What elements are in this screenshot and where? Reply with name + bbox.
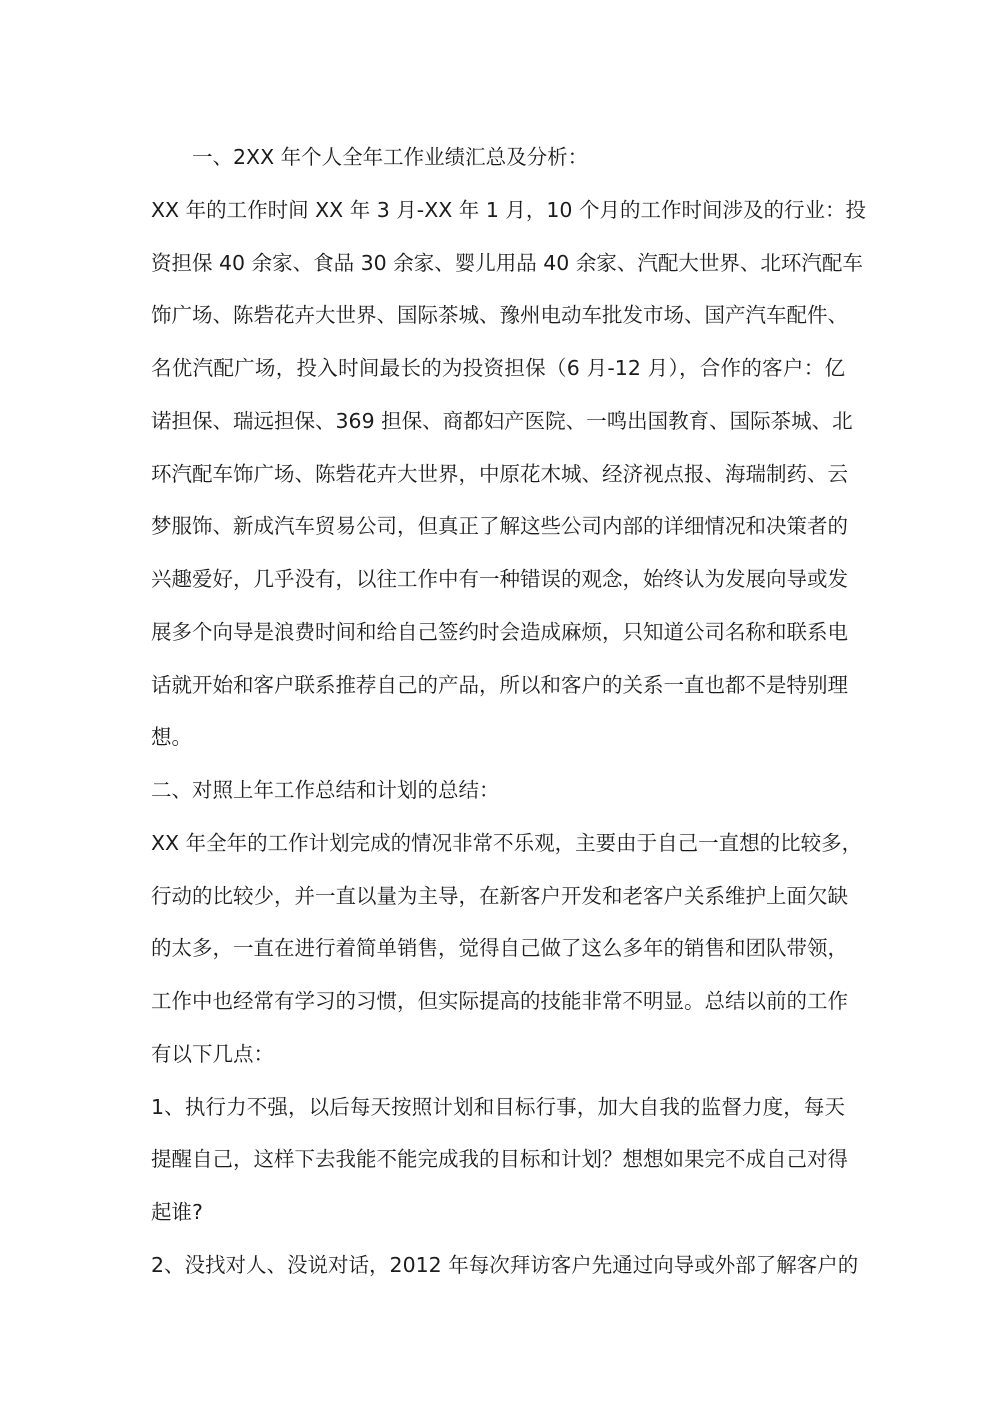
text-line: 诺担保、瑞远担保、369 担保、商都妇产医院、一鸣出国教育、国际茶城、北 [151,408,853,433]
section-heading-1: 一、2XX 年个人全年工作业绩汇总及分析： [192,145,589,169]
text-line: 兴趣爱好，几乎没有，以往工作中有一种错误的观念，始终认为发展向导或发 [151,567,848,591]
text-line: 梦服饰、新成汽车贸易公司，但真正了解这些公司内部的详细情况和决策者的 [151,514,848,539]
text-line: XX 年的工作时间 XX 年 3 月-XX 年 1 月，10 个月的工作时间涉及的行业：投 [151,197,866,222]
text-line: 工作中也经常有学习的习惯，但实际提高的技能非常不明显。总结以前的工作 [151,989,848,1013]
document-text-block [151,131,866,1292]
text-line: 行动的比较少，并一直以量为主导，在新客户开发和老客户关系维护上面欠缺 [151,883,848,908]
paragraph-end-line: 想。 [151,725,192,750]
text-line: XX 年全年的工作计划完成的情况非常不乐观，主要由于自己一直想的比较多， [151,830,863,855]
text-line: 展多个向导是浪费时间和给自己签约时会造成麻烦，只知道公司名称和联系电 [151,619,848,644]
text-line: 提醒自己，这样下去我能不能完成我的目标和计划？想想如果完不成自己对得 [151,1147,848,1172]
text-line: 名优汽配广场，投入时间最长的为投资担保（6 月-12 月），合作的客户：亿 [151,356,845,380]
section-heading-2: 二、对照上年工作总结和计划的总结： [151,778,500,802]
list-item-2-line: 2、没找对人、没说对话，2012 年每次拜访客户先通过向导或外部了解客户的 [151,1252,859,1277]
text-line: 话就开始和客户联系推荐自己的产品，所以和客户的关系一直也都不是特别理 [151,672,848,697]
text-line: 环汽配车饰广场、陈砦花卉大世界，中原花木城、经济视点报、海瑞制药、云 [151,461,848,486]
text-line: 的太多，一直在进行着简单销售，觉得自己做了这么多年的销售和团队带领， [151,936,848,961]
list-item-1-line: 1、执行力不强，以后每天按照计划和目标行事，加大自我的监督力度，每天 [151,1094,845,1119]
text-line: 饰广场、陈砦花卉大世界、国际茶城、豫州电动车批发市场、国产汽车配件、 [151,303,848,328]
paragraph-end-line: 起谁? [151,1200,203,1224]
text-line: 资担保 40 余家、食品 30 余家、婴儿用品 40 余家、汽配大世界、北环汽配车 [151,250,863,275]
paragraph-end-line: 有以下几点： [151,1041,274,1066]
